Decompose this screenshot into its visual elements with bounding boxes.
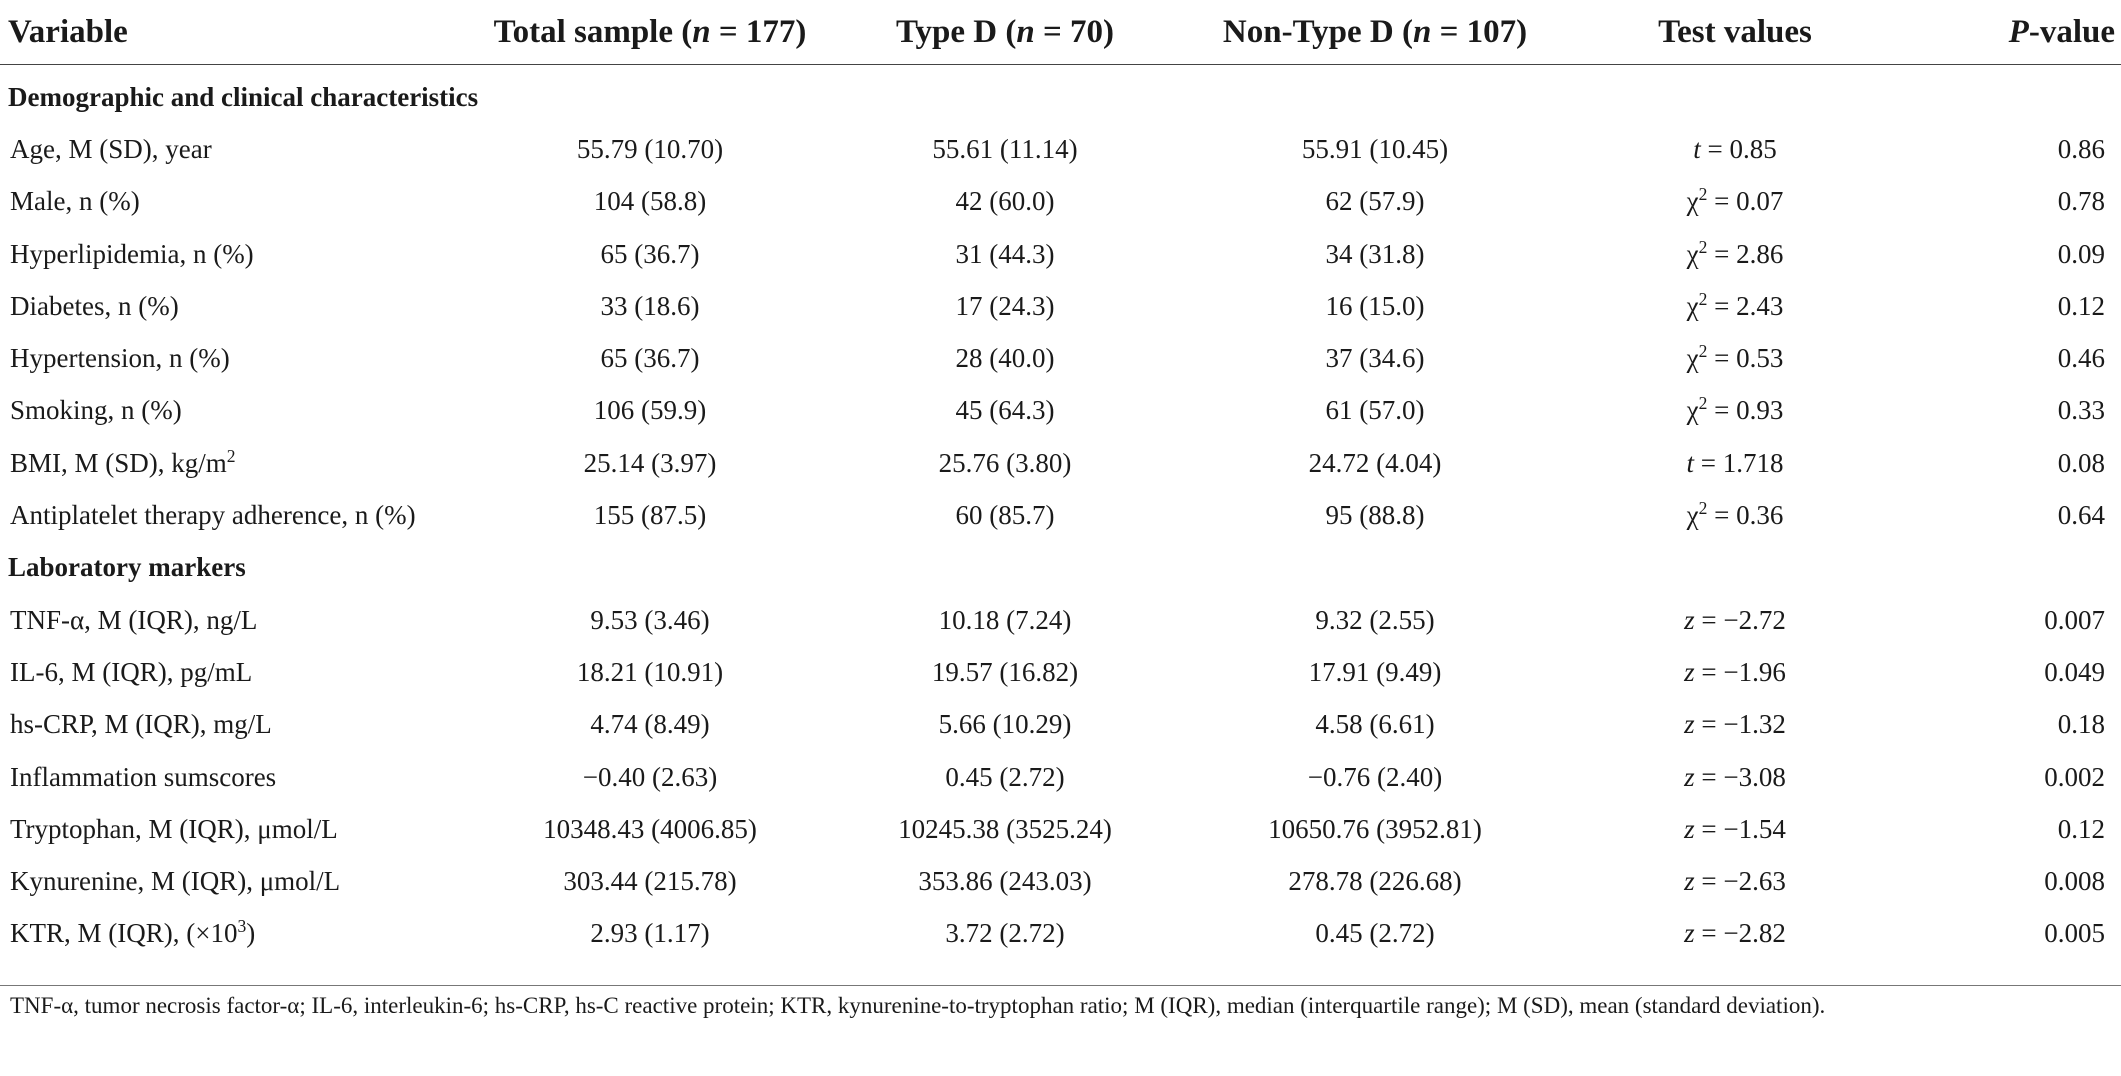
cell-test-value (1570, 594, 1900, 646)
table-row (0, 123, 2121, 175)
table-row (0, 908, 2121, 960)
column-header-text: Total sample ( (493, 13, 693, 50)
row-label-text: Kynurenine, M (IQR), μmol/L (10, 866, 341, 897)
cell-total-sample: 33 (18.6) (600, 290, 700, 321)
test-statistic-value: = −1.54 (1694, 813, 1786, 844)
cell-p-value: 0.12 (2057, 813, 2105, 844)
cell-non-type-d: 278.78 (226.68) (1288, 866, 1462, 897)
column-header-text: Non-Type D ( (1222, 13, 1413, 50)
column-header-italic: n (1412, 13, 1432, 50)
test-statistic-value: = 1.718 (1694, 447, 1784, 478)
cell-type-d: 3.72 (2.72) (945, 918, 1065, 949)
cell-non-type-d: 4.58 (6.61) (1315, 709, 1435, 740)
cell-total-sample: 25.14 (3.97) (583, 447, 717, 478)
table-row (0, 646, 2121, 698)
test-statistic-value: = 0.53 (1707, 343, 1784, 374)
cell-non-type-d: 0.45 (2.72) (1315, 918, 1435, 949)
cell-non-type-d: 37 (34.6) (1325, 343, 1425, 374)
column-header-type-d (830, 0, 1180, 65)
cell-test-value (1570, 489, 1900, 541)
row-label-text: Diabetes, n (%) (10, 290, 179, 321)
column-header-variable (0, 0, 470, 65)
column-header-text: -value (2028, 13, 2115, 50)
table-header (0, 0, 2121, 65)
table-row (0, 855, 2121, 907)
row-label (0, 855, 470, 907)
test-statistic-symbol: χ (1686, 186, 1699, 217)
test-statistic-value: = −2.72 (1694, 604, 1786, 635)
column-header-p-value (1900, 0, 2121, 65)
test-statistic-value: = 0.93 (1707, 395, 1784, 426)
cell-test-value (1570, 855, 1900, 907)
cell-p-value: 0.12 (2057, 290, 2105, 321)
table-row (0, 280, 2121, 332)
test-statistic-symbol: z (1684, 866, 1695, 897)
column-header-italic: n (1016, 13, 1035, 50)
test-statistic-value: = −2.63 (1694, 866, 1786, 897)
cell-type-d: 0.45 (2.72) (945, 761, 1065, 792)
cell-type-d: 45 (64.3) (955, 395, 1055, 426)
cell-total-sample: 104 (58.8) (593, 186, 707, 217)
test-statistic-superscript: 2 (1698, 236, 1708, 257)
cell-non-type-d: 10650.76 (3952.81) (1268, 813, 1482, 844)
row-label-superscript: 2 (226, 445, 236, 466)
row-label-text: Hyperlipidemia, n (%) (10, 238, 254, 269)
test-statistic-superscript: 2 (1698, 184, 1708, 205)
table-row (0, 385, 2121, 437)
table-row (0, 803, 2121, 855)
cell-non-type-d: 55.91 (10.45) (1301, 133, 1449, 164)
section-header-row (0, 542, 2121, 594)
table-row (0, 228, 2121, 280)
row-label (0, 123, 470, 175)
test-statistic-value: = −1.96 (1694, 656, 1786, 687)
cell-total-sample: 9.53 (3.46) (590, 604, 710, 635)
test-statistic-value: = 0.07 (1707, 186, 1784, 217)
cell-test-value (1570, 437, 1900, 489)
section-title: Demographic and clinical characteristics (8, 81, 479, 112)
table-row (0, 332, 2121, 384)
row-label-text: Hypertension, n (%) (10, 343, 230, 374)
row-label-text: IL-6, M (IQR), pg/mL (10, 656, 253, 687)
test-statistic-symbol: z (1684, 604, 1695, 635)
test-statistic-symbol: χ (1686, 290, 1699, 321)
row-label (0, 332, 470, 384)
cell-total-sample: −0.40 (2.63) (582, 761, 718, 792)
cell-type-d: 42 (60.0) (955, 186, 1055, 217)
test-statistic-value: = 2.86 (1707, 238, 1784, 269)
row-label-text: Tryptophan, M (IQR), μmol/L (10, 813, 338, 844)
row-label-text: TNF-α, M (IQR), ng/L (10, 604, 258, 635)
cell-total-sample: 55.79 (10.70) (576, 133, 724, 164)
row-label-suffix: ) (246, 918, 256, 949)
cell-p-value: 0.005 (2044, 918, 2105, 949)
cell-test-value (1570, 280, 1900, 332)
cell-p-value: 0.002 (2044, 761, 2105, 792)
row-label-text: Antiplatelet therapy adherence, n (%) (10, 500, 416, 531)
cell-p-value: 0.78 (2057, 186, 2105, 217)
column-header-text: Type D ( (895, 13, 1017, 50)
column-header-italic: n (692, 13, 711, 50)
cell-type-d: 5.66 (10.29) (938, 709, 1072, 740)
cell-type-d: 31 (44.3) (955, 238, 1055, 269)
test-statistic-value: = 2.43 (1707, 290, 1784, 321)
column-header-text: Test values (1658, 13, 1812, 50)
cell-non-type-d: −0.76 (2.40) (1307, 761, 1443, 792)
test-statistic-value: = −3.08 (1694, 761, 1786, 792)
cell-p-value: 0.86 (2057, 133, 2105, 164)
cell-total-sample: 106 (59.9) (593, 395, 707, 426)
cell-type-d: 55.61 (11.14) (932, 133, 1078, 164)
cell-total-sample: 4.74 (8.49) (590, 709, 710, 740)
row-label (0, 908, 470, 960)
cell-p-value: 0.049 (2044, 656, 2105, 687)
row-label (0, 385, 470, 437)
row-label (0, 594, 470, 646)
cell-p-value: 0.64 (2057, 500, 2105, 531)
cell-non-type-d: 34 (31.8) (1325, 238, 1425, 269)
row-label-superscript: 3 (237, 916, 247, 937)
row-label (0, 803, 470, 855)
row-label (0, 699, 470, 751)
cell-type-d: 28 (40.0) (955, 343, 1055, 374)
cell-test-value (1570, 332, 1900, 384)
section-title: Laboratory markers (8, 552, 246, 583)
test-statistic-symbol: z (1684, 761, 1695, 792)
row-label-text: Inflammation sumscores (10, 761, 277, 792)
test-statistic-superscript: 2 (1698, 498, 1708, 519)
column-header-text: = 107) (1431, 13, 1528, 50)
column-header-text: = 70) (1034, 13, 1115, 50)
test-statistic-symbol: t (1693, 133, 1701, 164)
test-statistic-symbol: t (1686, 447, 1695, 478)
cell-test-value (1570, 803, 1900, 855)
cell-test-value (1570, 751, 1900, 803)
column-header-non-type-d (1180, 0, 1570, 65)
test-statistic-symbol: z (1684, 709, 1695, 740)
cell-type-d: 10.18 (7.24) (938, 604, 1072, 635)
row-label (0, 176, 470, 228)
section-header-row (0, 65, 2121, 124)
cell-total-sample: 10348.43 (4006.85) (543, 813, 757, 844)
table-bottom-rule (0, 985, 2121, 986)
header-row (0, 0, 2121, 65)
cell-type-d: 353.86 (243.03) (918, 866, 1092, 897)
cell-total-sample: 2.93 (1.17) (590, 918, 710, 949)
column-header-text: Variable (8, 13, 128, 50)
row-label (0, 489, 470, 541)
row-label-text: BMI, M (SD), kg/m (10, 447, 227, 478)
cell-test-value (1570, 646, 1900, 698)
test-statistic-value: = −2.82 (1694, 918, 1786, 949)
column-header-italic: P (2008, 13, 2029, 50)
cell-non-type-d: 62 (57.9) (1325, 186, 1425, 217)
column-header-test-values (1570, 0, 1900, 65)
cell-non-type-d: 16 (15.0) (1325, 290, 1425, 321)
cell-p-value: 0.007 (2044, 604, 2105, 635)
row-label-text: KTR, M (IQR), (×10 (10, 918, 238, 949)
table-row (0, 751, 2121, 803)
cell-test-value (1570, 228, 1900, 280)
cell-total-sample: 303.44 (215.78) (563, 866, 737, 897)
test-statistic-superscript: 2 (1698, 341, 1708, 362)
cell-total-sample: 155 (87.5) (593, 500, 707, 531)
cell-total-sample: 65 (36.7) (600, 343, 700, 374)
cell-type-d: 17 (24.3) (955, 290, 1055, 321)
cell-non-type-d: 17.91 (9.49) (1308, 656, 1442, 687)
column-header-total-sample (470, 0, 830, 65)
table-row (0, 489, 2121, 541)
table-row (0, 176, 2121, 228)
cell-non-type-d: 95 (88.8) (1325, 500, 1425, 531)
cell-p-value: 0.46 (2057, 343, 2105, 374)
cell-non-type-d: 61 (57.0) (1325, 395, 1425, 426)
row-label (0, 646, 470, 698)
test-statistic-symbol: z (1684, 813, 1695, 844)
test-statistic-value: = 0.85 (1700, 133, 1777, 164)
cell-test-value (1570, 123, 1900, 175)
table-footnote: TNF-α, tumor necrosis factor-α; IL-6, interleukin-6; hs-CRP, hs-C reactive protein; KTR, kynurenine-to-tryptophan ratio; M (IQR), median (interquartile range); M (SD), mean (standard deviation). (10, 993, 1826, 1018)
cell-total-sample: 18.21 (10.91) (576, 656, 724, 687)
table-row (0, 699, 2121, 751)
row-label-text: Smoking, n (%) (10, 395, 182, 426)
table-body (0, 65, 2121, 961)
test-statistic-symbol: χ (1686, 500, 1699, 531)
test-statistic-symbol: χ (1686, 395, 1699, 426)
cell-p-value: 0.18 (2057, 709, 2105, 740)
row-label (0, 751, 470, 803)
cell-test-value (1570, 385, 1900, 437)
cell-type-d: 25.76 (3.80) (938, 447, 1072, 478)
cell-p-value: 0.08 (2057, 447, 2105, 478)
test-statistic-value: = −1.32 (1694, 709, 1786, 740)
cell-p-value: 0.008 (2044, 866, 2105, 897)
test-statistic-symbol: z (1684, 918, 1695, 949)
cell-non-type-d: 24.72 (4.04) (1308, 447, 1442, 478)
table-row (0, 437, 2121, 489)
test-statistic-superscript: 2 (1698, 393, 1708, 414)
row-label-text: Male, n (%) (10, 186, 140, 217)
cell-total-sample: 65 (36.7) (600, 238, 700, 269)
cell-p-value: 0.09 (2057, 238, 2105, 269)
row-label-text: Age, M (SD), year (10, 133, 212, 164)
column-header-text: = 177) (710, 13, 807, 50)
row-label (0, 228, 470, 280)
cell-p-value: 0.33 (2057, 395, 2105, 426)
test-statistic-value: = 0.36 (1707, 500, 1784, 531)
test-statistic-superscript: 2 (1698, 288, 1708, 309)
test-statistic-symbol: χ (1686, 238, 1699, 269)
row-label (0, 280, 470, 332)
cell-type-d: 19.57 (16.82) (931, 656, 1079, 687)
test-statistic-symbol: χ (1686, 343, 1699, 374)
table-row (0, 594, 2121, 646)
cell-test-value (1570, 176, 1900, 228)
cell-type-d: 10245.38 (3525.24) (898, 813, 1112, 844)
row-label-text: hs-CRP, M (IQR), mg/L (10, 709, 272, 740)
cell-test-value (1570, 699, 1900, 751)
cell-type-d: 60 (85.7) (955, 500, 1055, 531)
test-statistic-symbol: z (1684, 656, 1695, 687)
cell-test-value (1570, 908, 1900, 960)
cell-non-type-d: 9.32 (2.55) (1315, 604, 1435, 635)
row-label (0, 437, 470, 489)
